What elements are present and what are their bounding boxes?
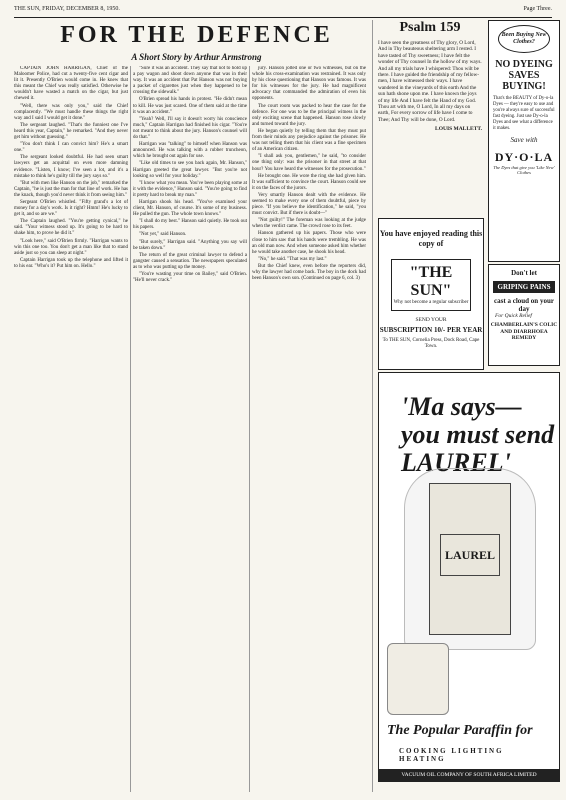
ad-headline: NO DYEING SAVES BUYING! bbox=[495, 59, 553, 92]
colic-ad-line2: cast a cloud on your day bbox=[494, 297, 554, 313]
article-paragraph: Sergeant O'Brien whistled. "Fifty grand's a lot of money for a day's work. Is it right? Hmm! He's lucky to get it, and so are we." bbox=[14, 199, 128, 218]
lamp-illustration bbox=[387, 643, 449, 715]
article-paragraph: "But with men like Hanson on the job," remarked the Captain, "he is just the man for that line of work. He has the knack, though you'd never think it from seeing him." bbox=[14, 180, 128, 198]
psalm-title: Psalm 159 bbox=[399, 20, 461, 35]
article-paragraph: "Not yet," said Hanson. bbox=[139, 232, 187, 238]
article-paragraph: "Look here," said O'Brien firmly. "Harrigan wants to win this one too. You don't get a man like that to stand aside just so you can sleep at night." bbox=[14, 238, 128, 256]
article-paragraph: He began quietly by telling them that they must put from their minds any prejudice against the prisoner. He was not telling them that his client was a fine specimen of an American citizen. bbox=[252, 128, 366, 153]
header-right: Page Three. bbox=[523, 6, 552, 12]
article-paragraph: The return of the great criminal lawyer to defend a gangster caused a sensation. The newspapers speculated as to who was putting up the money. bbox=[133, 252, 247, 270]
article-paragraph: "Yeah? Well, I'll say it doesn't worry his conscience much," Captain Harrigan had finished his cigar. "You're not meant to think about the jury. Hanson's counsel will do that." bbox=[133, 116, 247, 141]
article-paragraph: "I shall do my best." Hanson said quietly. He took out his papers. bbox=[133, 219, 247, 231]
sun-subscription-ad bbox=[378, 218, 484, 370]
article-paragraph: The sergeant laughed. "That's the funniest one I've heard this year, Captain," he remarked. "And they never get him without guessing." bbox=[14, 122, 128, 141]
article-paragraph: jury. Hanson jolted one or two witnesses, but on the whole his cross-examination was restrained. It was only by his close questioning that Hanson was famous. It was for his witnesses for the jury. He had magnificent advocacy that commanded the admiration of even his opponents. bbox=[252, 66, 366, 102]
article-paragraph: "Well, there was only you," said the Chief complacently. "We must handle these things the right way and I said I would get it done." bbox=[14, 103, 128, 121]
article-paragraph: The court room was packed to hear the case for the defence. For one was to be the principal witness in the only exciting scene that happened. Hanson rose slowly and turned toward the jury. bbox=[252, 103, 366, 127]
article-paragraph: "I shall ask you, gentlemen," he said, "to consider one thing only: was the prisoner in that street at that hour? You have heard the witnesses for the prosecution." bbox=[252, 154, 366, 172]
article-paragraph: "But surely," Harrigan said. "Anything you say will be taken down." bbox=[133, 239, 247, 251]
article-paragraph: CAPTAIN JOHN HARRIGAN, Chief of the Maloomer Police, had cut a twenty-five cent cigar and lit it. Presently O'Brien would come in. He knew that this meant the Chief was really satisfied. Otherwise he wouldn't have wasted a match on the cigar, but just chewed it. bbox=[14, 66, 128, 102]
tin-label: LAUREL bbox=[440, 534, 500, 576]
psalm-author: LOUIS MALLETT. bbox=[435, 126, 482, 133]
article-paragraph: "Sure it was an accident. They say that not to hold up a pay wagon and shoot down anyone that was in their way. It was an accident that Pat Hanson was not buying a packet of cigarettes just when they happened to be crossing the sidewalk." bbox=[133, 66, 247, 96]
sun-ad-box bbox=[391, 259, 471, 311]
article-paragraph: Very smartly Hanson dealt with the evidence. He seemed to make every one of them doubtful, piece by piece. "If you believe the identification," he said, "you must convict. But if there is doubt—" bbox=[252, 192, 366, 217]
sun-ad-send: SEND YOUR bbox=[415, 317, 447, 323]
psalm-section bbox=[378, 20, 482, 132]
article-column-3 bbox=[252, 66, 366, 792]
laurel-ad-uses: COOKING LIGHTING HEATING bbox=[399, 747, 504, 763]
header-left: THE SUN, FRIDAY, DECEMBER 8, 1950. bbox=[14, 6, 120, 12]
article-column-1 bbox=[14, 66, 128, 792]
sun-ad-name: "THE SUN" bbox=[409, 264, 453, 299]
article-paragraph: The sergeant looked doubtful. He had seen smart lawyers get an acquittal on even more damning evidence. "Listen, I know; I've seen a lot, and it's a mistake to think he's guilty till the jury says so." bbox=[14, 155, 128, 179]
laurel-ad-company: VACUUM OIL COMPANY OF SOUTH AFRICA LIMITED bbox=[379, 769, 559, 781]
article-paragraph: "You don't think I can convict him? He's a smart one." bbox=[14, 142, 128, 154]
article-paragraph: O'Brien spread his hands in protest. "He didn't mean to kill. He was just scared. One of them said at the time it was an accident." bbox=[133, 97, 247, 115]
paraffin-tin-illustration bbox=[429, 483, 511, 635]
laurel-ad-paraffin: The Popular Paraffin for bbox=[387, 723, 533, 738]
article-paragraph: Captain Harrigan took up the telephone and lifted it to his ear. "Who's it? Put him on. Hello." bbox=[14, 257, 128, 269]
ad-save-label: Save with bbox=[510, 136, 538, 144]
colic-ad-grip: GRIPING PAINS bbox=[493, 281, 555, 293]
article-paragraph: The Captain laughed. "You're getting cynical," he said. "Your witness stood up. It's going to be hard to shake him, to prove he did it." bbox=[14, 219, 128, 237]
laurel-paraffin-ad bbox=[378, 372, 560, 782]
sun-ad-address: To THE SUN, Cornelia Press, Dock Road, Cape Town. bbox=[382, 338, 480, 349]
article-paragraph: "I know what you mean. You've been playing some at it with the evidence," Hanson said. "You're going to find it pretty hard to break my man." bbox=[133, 180, 247, 198]
ad-badge: Been Buying New Clothes? bbox=[498, 25, 550, 53]
colic-ad-name: CHAMBERLAIN'S COLIC AND DIARRHOEA REMEDY bbox=[490, 322, 558, 341]
article-paragraph: "No," he said. "That was my last." bbox=[258, 256, 327, 262]
page-header bbox=[14, 6, 552, 16]
laurel-ad-quote: 'Ma says— you must send LAUREL' bbox=[401, 392, 555, 477]
article-paragraph: But the Chief knew, even before the reporters did, why the lawyer had come back. The boy in the dock had been Hanson's own son. (Continued on page 6, col. 3) bbox=[252, 263, 366, 282]
sun-ad-line1: You have enjoyed reading this copy of bbox=[379, 229, 483, 248]
article-paragraph: "Like old times to see you back again, Mr. Hanson," Harrigan greeted the great lawyer. "But you're not looking so well for your holiday." bbox=[133, 161, 247, 179]
dyola-advertisement bbox=[488, 20, 560, 262]
colic-ad-line1: Don't let bbox=[511, 269, 537, 277]
column-divider bbox=[130, 66, 131, 792]
ad-body: That's the BEAUTY of Dy-o-la Dyes — they're easy to use and you're always sure of successful fast dyeing. Just use Dy-o-la Dyes and see what a difference it makes. bbox=[493, 96, 555, 131]
article-title: FOR THE DEFENCE bbox=[60, 22, 333, 48]
ad-brand: DY·O·LA bbox=[494, 150, 554, 164]
column-divider bbox=[372, 20, 373, 792]
article-subtitle: A Short Story by Arthur Armstrong bbox=[131, 52, 262, 62]
article-paragraph: "Not guilty!" The foreman was looking at the judge when the verdict came. The crowd rose to its feet. bbox=[252, 218, 366, 230]
article-paragraph: Harrigan shook his head. "You've examined your client, Mr. Hanson, of course. It's some of my business. He pulled the gun. The whole town knows." bbox=[133, 199, 247, 218]
article-paragraph: He brought one. He wore the ring she had given him. It was sufficient to convince the court. Hanson could see it on the faces of the jurors. bbox=[252, 173, 366, 191]
column-divider bbox=[249, 66, 250, 792]
article-paragraph: Hanson gathered up his papers. Those who were close to him saw that his hands were trembling. He was an old man now. And when someone asked him whether he would take another case, he shook his head. bbox=[252, 231, 366, 255]
article-paragraph: Harrigan was "talking" to himself when Hanson was announced. He was talking with a rubber truncheon, which he brought out again for use. bbox=[133, 142, 247, 160]
sun-ad-line2: Why not become a regular subscriber bbox=[393, 300, 469, 305]
article-paragraph: "You're wasting your time on Bailey," said O'Brien. "He'll never crack." bbox=[133, 272, 247, 284]
article-column-2 bbox=[133, 66, 247, 792]
psalm-text: I have seen the greatness of Thy glory, O Lord, And in Thy beauteous sheltering arm I rested. I have tasted of Thy sweetness; I have felt the wonder of Thy counsel In the hollow of my ways. And all my trials have I whispered: Thou wilt be there. I have guided the friendship of my fellow-men, I have witnessed their ways. I have wandered in the vineyards of this earth And the sun hath shone upon me. I have known the joys of my life And I have felt the Hand of my God. Thou art with me, O Lord, In all my days on earth, For every sorrow of life have I come to Thee; And Thy will be done, O Lord. bbox=[378, 40, 482, 123]
colic-remedy-ad bbox=[488, 264, 560, 366]
header-rule bbox=[14, 17, 552, 18]
sun-ad-subscription: SUBSCRIPTION 10/- PER YEAR bbox=[379, 326, 483, 334]
colic-ad-quick: For Quick Relief bbox=[495, 313, 532, 319]
ad-brand-sub: The Dyes that give you 'Like New' Clothes bbox=[493, 165, 555, 175]
